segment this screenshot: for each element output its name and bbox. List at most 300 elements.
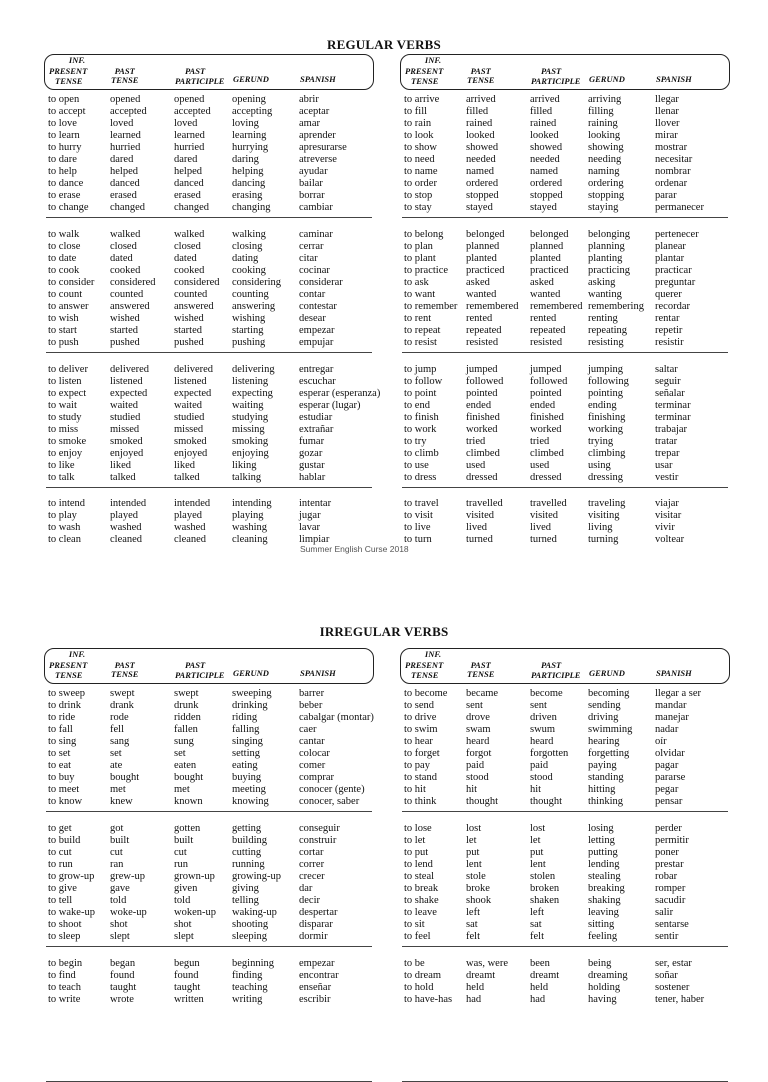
past-participle-cell: slept	[174, 931, 194, 942]
verb-group	[400, 94, 730, 214]
gerund-cell: practicing	[588, 265, 630, 276]
infinitive-cell: to look	[404, 130, 434, 141]
infinitive-cell: to steal	[404, 871, 435, 882]
past-tense-cell: wrote	[110, 994, 134, 1005]
past-tense-cell: resisted	[466, 337, 499, 348]
table-row	[44, 436, 374, 448]
past-tense-cell: walked	[110, 229, 141, 240]
table-row	[44, 178, 374, 190]
past-tense-cell: rented	[466, 313, 493, 324]
table-row	[400, 241, 730, 253]
past-tense-cell: grew-up	[110, 871, 145, 882]
past-participle-cell: met	[174, 784, 190, 795]
irregular-verbs-title: IRREGULAR VERBS	[319, 624, 449, 639]
infinitive-cell: to build	[48, 835, 81, 846]
past-tense-cell: loved	[110, 118, 134, 129]
gerund-cell: sending	[588, 700, 621, 711]
gerund-cell: feeling	[588, 931, 618, 942]
infinitive-cell: to stop	[404, 190, 433, 201]
header-gerund-label: GERUND	[233, 668, 269, 678]
spanish-cell: pagar	[655, 760, 679, 771]
header-spanish-label: SPANISH	[300, 74, 336, 84]
past-participle-cell: cooked	[174, 265, 205, 276]
spanish-cell: terminar	[655, 400, 691, 411]
past-tense-cell: thought	[466, 796, 499, 807]
gerund-cell: resisting	[588, 337, 624, 348]
table-row	[44, 154, 374, 166]
past-participle-cell: dated	[174, 253, 197, 264]
header-inf-label: INF.	[68, 55, 86, 65]
group-divider	[46, 946, 372, 947]
table-row	[400, 364, 730, 376]
infinitive-cell: to remember	[404, 301, 458, 312]
gerund-cell: giving	[232, 883, 259, 894]
infinitive-cell: to miss	[48, 424, 79, 435]
past-tense-cell: looked	[466, 130, 495, 141]
spanish-cell: mandar	[655, 700, 687, 711]
spanish-cell: rentar	[655, 313, 680, 324]
past-participle-cell: known	[174, 796, 203, 807]
spanish-cell: señalar	[655, 388, 685, 399]
past-tense-cell: lent	[466, 859, 482, 870]
gerund-cell: walking	[232, 229, 266, 240]
past-tense-cell: rained	[466, 118, 493, 129]
gerund-cell: trying	[588, 436, 614, 447]
spanish-cell: voltear	[655, 534, 685, 545]
infinitive-cell: to cut	[48, 847, 72, 858]
past-participle-cell: delivered	[174, 364, 214, 375]
gerund-cell: finishing	[588, 412, 626, 423]
gerund-cell: being	[588, 958, 612, 969]
gerund-cell: wishing	[232, 313, 266, 324]
gerund-cell: jumping	[588, 364, 624, 375]
gerund-cell: getting	[232, 823, 262, 834]
past-participle-cell: fallen	[174, 724, 198, 735]
table-row	[400, 130, 730, 142]
table-row	[400, 498, 730, 510]
table-row	[44, 760, 374, 772]
past-participle-cell: written	[174, 994, 204, 1005]
table-header	[400, 648, 730, 684]
past-participle-cell: ordered	[530, 178, 563, 189]
past-tense-cell: erased	[110, 190, 137, 201]
spanish-cell: ordenar	[655, 178, 688, 189]
gerund-cell: writing	[232, 994, 263, 1005]
spanish-cell: llenar	[655, 106, 679, 117]
past-participle-cell: loved	[174, 118, 198, 129]
gerund-cell: wanting	[588, 289, 622, 300]
infinitive-cell: to want	[404, 289, 436, 300]
group-divider	[46, 811, 372, 812]
table-row	[44, 337, 374, 349]
past-participle-cell: felt	[530, 931, 544, 942]
table-row	[400, 522, 730, 534]
past-participle-cell: arrived	[530, 94, 560, 105]
spanish-cell: encontrar	[299, 970, 339, 981]
spanish-cell: nadar	[655, 724, 679, 735]
spanish-cell: borrar	[299, 190, 325, 201]
past-participle-cell: missed	[174, 424, 204, 435]
gerund-cell: raining	[588, 118, 618, 129]
group-divider	[46, 352, 372, 353]
past-participle-cell: danced	[174, 178, 204, 189]
spanish-cell: cerrar	[299, 241, 324, 252]
spanish-cell: perder	[655, 823, 682, 834]
past-tense-cell: told	[110, 895, 127, 906]
verb-group	[44, 229, 374, 349]
past-participle-cell: finished	[530, 412, 564, 423]
infinitive-cell: to finish	[404, 412, 439, 423]
spanish-cell: conseguir	[299, 823, 340, 834]
infinitive-cell: to give	[48, 883, 77, 894]
table-row	[44, 736, 374, 748]
past-participle-cell: broken	[530, 883, 560, 894]
past-participle-cell: sent	[530, 700, 547, 711]
table-row	[400, 472, 730, 484]
past-tense-cell: lived	[466, 522, 487, 533]
infinitive-cell: to set	[48, 748, 71, 759]
table-row	[44, 994, 374, 1006]
spanish-cell: mirar	[655, 130, 678, 141]
past-participle-cell: stayed	[530, 202, 557, 213]
infinitive-cell: to end	[404, 400, 430, 411]
gerund-cell: answering	[232, 301, 276, 312]
header-past-label: PAST	[541, 66, 562, 76]
spanish-cell: pertenecer	[655, 229, 699, 240]
past-participle-cell: practiced	[530, 265, 569, 276]
gerund-cell: waking-up	[232, 907, 277, 918]
table-row	[400, 871, 730, 883]
past-tense-cell: washed	[110, 522, 142, 533]
past-participle-cell: grown-up	[174, 871, 215, 882]
past-participle-cell: set	[174, 748, 186, 759]
past-tense-cell: started	[110, 325, 138, 336]
table-row	[400, 796, 730, 808]
spanish-cell: romper	[655, 883, 686, 894]
past-tense-cell: closed	[110, 241, 137, 252]
spanish-cell: olvidar	[655, 748, 685, 759]
verb-group	[44, 958, 374, 1006]
spanish-cell: practicar	[655, 265, 692, 276]
spanish-cell: considerar	[299, 277, 343, 288]
table-row	[400, 970, 730, 982]
group-divider	[46, 217, 372, 218]
past-tense-cell: wished	[110, 313, 140, 324]
header-present-label: PRESENT	[405, 66, 444, 76]
past-participle-cell: erased	[174, 190, 201, 201]
spanish-cell: pensar	[655, 796, 683, 807]
spanish-cell: cabalgar (montar)	[299, 712, 374, 723]
gerund-cell: having	[588, 994, 617, 1005]
infinitive-cell: to sit	[404, 919, 425, 930]
spanish-cell: cocinar	[299, 265, 330, 276]
spanish-cell: tener, haber	[655, 994, 705, 1005]
spanish-cell: sostener	[655, 982, 690, 993]
infinitive-cell: to hit	[404, 784, 426, 795]
spanish-cell: desear	[299, 313, 326, 324]
infinitive-cell: to practice	[404, 265, 449, 276]
spanish-cell: resistir	[655, 337, 684, 348]
header-participle-label: PARTICIPLE	[531, 670, 581, 680]
spanish-cell: contestar	[299, 301, 337, 312]
past-tense-cell: hurried	[110, 142, 141, 153]
past-participle-cell: dreamt	[530, 970, 560, 981]
spanish-cell: amar	[299, 118, 320, 129]
gerund-cell: arriving	[588, 94, 622, 105]
spanish-cell: abrir	[299, 94, 319, 105]
past-participle-cell: repeated	[530, 325, 566, 336]
past-tense-cell: needed	[466, 154, 496, 165]
gerund-cell: showing	[588, 142, 624, 153]
spanish-cell: entregar	[299, 364, 334, 375]
spanish-cell: escuchar	[299, 376, 336, 387]
gerund-cell: cutting	[232, 847, 262, 858]
gerund-cell: living	[588, 522, 613, 533]
table-row	[400, 190, 730, 202]
gerund-cell: turning	[588, 534, 619, 545]
gerund-cell: changing	[232, 202, 271, 213]
table-row	[400, 784, 730, 796]
header-past-tense-label: PAST TENSE	[467, 660, 495, 679]
gerund-cell: counting	[232, 289, 269, 300]
table-row	[400, 142, 730, 154]
table-row	[400, 376, 730, 388]
gerund-cell: loving	[232, 118, 259, 129]
gerund-cell: shooting	[232, 919, 269, 930]
gerund-cell: drinking	[232, 700, 268, 711]
infinitive-cell: to turn	[404, 534, 432, 545]
spanish-cell: visitar	[655, 510, 682, 521]
table-row	[44, 376, 374, 388]
gerund-cell: looking	[588, 130, 621, 141]
past-tense-cell: filled	[466, 106, 489, 117]
table-row	[44, 388, 381, 400]
past-participle-cell: answered	[174, 301, 214, 312]
past-participle-cell: resisted	[530, 337, 563, 348]
infinitive-cell: to order	[404, 178, 437, 189]
gerund-cell: stealing	[588, 871, 621, 882]
gerund-cell: pushing	[232, 337, 266, 348]
past-participle-cell: used	[530, 460, 550, 471]
infinitive-cell: to repeat	[404, 325, 441, 336]
past-tense-cell: cut	[110, 847, 123, 858]
infinitive-cell: to walk	[48, 229, 80, 240]
infinitive-cell: to rent	[404, 313, 432, 324]
table-row	[400, 448, 730, 460]
past-tense-cell: let	[466, 835, 477, 846]
spanish-cell: comprar	[299, 772, 334, 783]
gerund-cell: stopping	[588, 190, 625, 201]
gerund-cell: eating	[232, 760, 258, 771]
past-participle-cell: given	[174, 883, 198, 894]
past-participle-cell: lost	[530, 823, 546, 834]
past-participle-cell: rented	[530, 313, 557, 324]
regular-verbs-left-table	[44, 54, 381, 545]
table-row	[44, 142, 374, 154]
infinitive-cell: to tell	[48, 895, 73, 906]
infinitive-cell: to eat	[48, 760, 72, 771]
past-participle-cell: accepted	[174, 106, 211, 117]
gerund-cell: climbing	[588, 448, 626, 459]
gerund-cell: hearing	[588, 736, 620, 747]
spanish-cell: barrer	[299, 688, 325, 699]
gerund-cell: telling	[232, 895, 259, 906]
past-participle-cell: played	[174, 510, 202, 521]
infinitive-cell: to play	[48, 510, 77, 521]
infinitive-cell: to stay	[404, 202, 432, 213]
gerund-cell: dating	[232, 253, 259, 264]
past-tense-cell: belonged	[466, 229, 505, 240]
infinitive-cell: to deliver	[48, 364, 88, 375]
infinitive-cell: to dress	[404, 472, 437, 483]
gerund-cell: dressing	[588, 472, 623, 483]
spanish-cell: llover	[655, 118, 680, 129]
infinitive-cell: to swim	[404, 724, 438, 735]
table-row	[44, 265, 374, 277]
past-participle-cell: asked	[530, 277, 554, 288]
past-tense-cell: paid	[466, 760, 485, 771]
past-participle-cell: heard	[530, 736, 554, 747]
past-tense-cell: enjoyed	[110, 448, 144, 459]
past-tense-cell: stole	[466, 871, 486, 882]
infinitive-cell: to learn	[48, 130, 80, 141]
table-row	[400, 253, 730, 265]
regular-verbs-title: REGULAR VERBS	[327, 37, 441, 52]
past-tense-cell: changed	[110, 202, 145, 213]
past-tense-cell: stopped	[466, 190, 499, 201]
past-tense-cell: played	[110, 510, 138, 521]
gerund-cell: paying	[588, 760, 617, 771]
infinitive-cell: to change	[48, 202, 89, 213]
infinitive-cell: to run	[48, 859, 73, 870]
past-tense-cell: lost	[466, 823, 482, 834]
past-participle-cell: worked	[530, 424, 562, 435]
spanish-cell: gozar	[299, 448, 323, 459]
infinitive-cell: to shake	[404, 895, 439, 906]
spanish-cell: soñar	[655, 970, 678, 981]
spanish-cell: esperar (esperanza)	[299, 388, 381, 399]
spanish-cell: dormir	[299, 931, 328, 942]
spanish-cell: disparar	[299, 919, 333, 930]
gerund-cell: teaching	[232, 982, 268, 993]
header-spanish-label: SPANISH	[300, 668, 336, 678]
past-participle-cell: followed	[530, 376, 568, 387]
infinitive-cell: to live	[404, 522, 431, 533]
past-tense-cell: left	[466, 907, 480, 918]
table-row	[400, 424, 730, 436]
spanish-cell: trepar	[655, 448, 680, 459]
table-row	[400, 154, 730, 166]
gerund-cell: considering	[232, 277, 281, 288]
past-participle-cell: had	[530, 994, 546, 1005]
infinitive-cell: to ride	[48, 712, 76, 723]
past-tense-cell: named	[466, 166, 494, 177]
infinitive-cell: to pay	[404, 760, 430, 771]
infinitive-cell: to sleep	[48, 931, 81, 942]
gerund-cell: putting	[588, 847, 618, 858]
past-tense-cell: built	[110, 835, 130, 846]
verb-group	[400, 958, 730, 1006]
past-participle-cell: sat	[530, 919, 542, 930]
gerund-cell: asking	[588, 277, 616, 288]
table-row	[400, 301, 730, 313]
past-participle-cell: lent	[530, 859, 546, 870]
infinitive-cell: to dream	[404, 970, 442, 981]
past-tense-cell: used	[466, 460, 486, 471]
infinitive-cell: to sweep	[48, 688, 86, 699]
gerund-cell: enjoying	[232, 448, 269, 459]
spanish-cell: oír	[655, 736, 667, 747]
past-participle-cell: visited	[530, 510, 558, 521]
table-header	[400, 54, 730, 90]
spanish-cell: repetir	[655, 325, 683, 336]
infinitive-cell: to clean	[48, 534, 81, 545]
past-participle-cell: showed	[530, 142, 563, 153]
table-row	[44, 970, 374, 982]
header-present-label: PRESENT	[49, 660, 88, 670]
past-tense-cell: forgot	[466, 748, 492, 759]
infinitive-cell: to love	[48, 118, 77, 129]
group-divider	[402, 487, 728, 488]
infinitive-cell: to jump	[404, 364, 437, 375]
header-past-label: PAST	[541, 660, 562, 670]
past-participle-cell: filled	[530, 106, 553, 117]
gerund-cell: using	[588, 460, 611, 471]
past-participle-cell: pointed	[530, 388, 562, 399]
infinitive-cell: to cook	[48, 265, 80, 276]
infinitive-cell: to study	[48, 412, 82, 423]
infinitive-cell: to hurry	[48, 142, 82, 153]
past-participle-cell: planned	[530, 241, 564, 252]
gerund-cell: playing	[232, 510, 264, 521]
past-tense-cell: shook	[466, 895, 492, 906]
table-row	[44, 688, 374, 700]
past-tense-cell: ended	[466, 400, 492, 411]
spanish-cell: llegar a ser	[655, 688, 702, 699]
infinitive-cell: to sing	[48, 736, 77, 747]
infinitive-cell: to know	[48, 796, 83, 807]
infinitive-cell: to smoke	[48, 436, 87, 447]
infinitive-cell: to wish	[48, 313, 79, 324]
gerund-cell: smoking	[232, 436, 269, 447]
infinitive-cell: to listen	[48, 376, 82, 387]
past-participle-cell: eaten	[174, 760, 197, 771]
gerund-cell: ordering	[588, 178, 624, 189]
header-past-label: PAST	[185, 66, 206, 76]
infinitive-cell: to open	[48, 94, 80, 105]
spanish-cell: mostrar	[655, 142, 688, 153]
past-participle-cell: found	[174, 970, 199, 981]
group-divider	[402, 352, 728, 353]
past-participle-cell: shaken	[530, 895, 560, 906]
past-participle-cell: intended	[174, 498, 211, 509]
spanish-cell: saltar	[655, 364, 678, 375]
gerund-cell: singing	[232, 736, 263, 747]
infinitive-cell: to buy	[48, 772, 75, 783]
spanish-cell: llegar	[655, 94, 679, 105]
past-tense-cell: dreamt	[466, 970, 496, 981]
table-row	[400, 760, 730, 772]
table-row	[44, 958, 374, 970]
past-tense-cell: expected	[110, 388, 148, 399]
spanish-cell: aprender	[299, 130, 336, 141]
infinitive-cell: to break	[404, 883, 439, 894]
infinitive-cell: to like	[48, 460, 75, 471]
table-row	[400, 337, 730, 349]
past-participle-cell: belonged	[530, 229, 569, 240]
infinitive-cell: to resist	[404, 337, 437, 348]
infinitive-cell: to become	[404, 688, 448, 699]
